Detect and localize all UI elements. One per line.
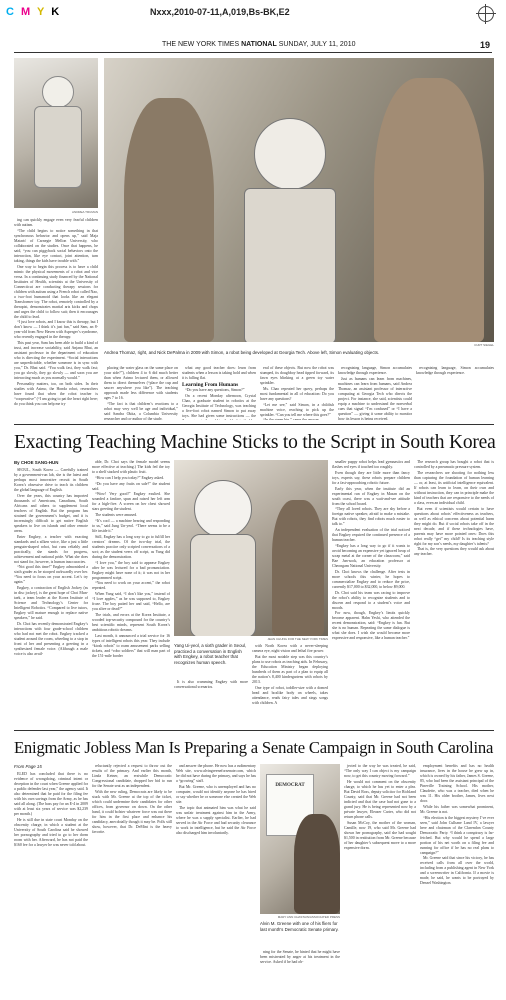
paragraph: It is also cramming Engkey with more conversational scenarios. (174, 680, 248, 689)
flier-title: DEMOCRAT (275, 783, 305, 788)
korea-col-3b (174, 680, 248, 724)
top-story-col-4 (260, 366, 334, 420)
paragraph: “Wow! Very good!” Engkey exulted. She sounded a fanfare, spun and raised her left arm for a high-five. A screen on her chest showed stars greeting the student. (92, 492, 170, 512)
paragraph: and answer the phone. He now has a rudimentary Web site, www.alvingreeneforsenate.com, which he did not have during the primary, and says he has a “growing” staff. (176, 764, 256, 783)
photo-caption-korea: Yang Ui-yeol, a sixth grader in Seoul, practiced a conversation in English with Engkey, a robot teacher that recognizes human speech. (174, 643, 247, 665)
paragraph: With the new ruling, Democrats are likely to be stuck with Mr. Greene at the top of the ticket, which could undermine their candidates for other offices, from governor on down. On the other hand, it could bolster whatever force was out there for him in the first place and enhance his candidacy, anecdotally though it may be. Polls still show, however, that Dr. DeMint is the heavy favorite. (92, 789, 172, 834)
subhead-learning-from-humans: Learning From Humans (182, 381, 239, 388)
paragraph: For now, though, Engkey’s limits quickly become apparent. Hahn Yeshi, who attended the recent demonstration, said: “Engkey is fun. But she is no human. Repeating the same dialogue is what she does. I wish she would become more expressive and responsive, like a human teacher.” (332, 611, 410, 641)
registration-mark-icon (478, 6, 494, 22)
paragraph: While his father was somewhat prominent, Mr. Greene is not. (420, 804, 494, 814)
paragraph: Last month, it announced a trial service for 16 types of intelligent robots this year. They include “kiosk robots” to roam amusement parks selling tickets, and “robo soldiers” that will man part of the 151-mile border (92, 633, 170, 658)
paragraph: reluctantly rejected a request to throw out the results of the primary. And earlier this month, Linda Ketner, an erstwhile Democratic Congressional candidate, dropped her bid to run for the Senate seat as an independent. (92, 764, 172, 788)
paragraph: “Engkey has a long way to go if it wants to avoid becoming an expensive yet ignored heap of scrap metal at the corner of the classroom,” said Bae Jun-sook, an education professor at Cheongam National University. (332, 543, 410, 568)
paragraph: When Yang said, “I don’t like you,” instead of “I love apples,” as he was supposed to, Engkey froze. The boy patted her and said, “Hello, are you alive or dead?” (92, 592, 170, 612)
paragraph: “The child begins to notice something in that synchronous behavior and opens up,” said Maja Matarić of Carnegie Mellon University, who collaborated on the studies. Once that happens, he said, “you can piggyback social behaviors onto the interaction, like eye contact, joint attention, turn taking, things the kids have trouble with.” (14, 228, 98, 263)
korea-col-2 (92, 460, 170, 724)
paragraph: recognizing language, Simon accumulates knowledge through experience. (416, 366, 494, 375)
photo-alvin-greene (260, 764, 340, 914)
running-head-line (162, 41, 356, 48)
person-figure-right (374, 78, 484, 342)
paragraph: He is still due in state court Monday on the obscenity charge, in which a student at the University of South Carolina said he showed her pornography and tried to go to her dorm room with her. Afterward, he has not paid the $160 fee for a lawyer he was never told about. (14, 817, 88, 847)
running-head (14, 40, 492, 53)
person-figure (294, 814, 340, 914)
paragraph: placing the water glass on the same place on your side?”), children 4 to 6 did much better than when Asimo lectured them, or allowed them to direct themselves (“place the cup and saucer anywhere you like”). The teaching approach made less difference with students ages 7 to 16. (104, 366, 178, 400)
paragraph: employment benefits and has no health insurance, lives in the house he grew up in, which is owned by his father, James S. Greene, 85, who had been the assistant principal of the Pineville Training School. His mother, Claudette, who was a teacher, died when he was 11. His older brother, James, lives next door. (420, 764, 494, 803)
photo-credit-greene: MARY ANN CHASTAIN/ASSOCIATED PRESS (277, 915, 340, 919)
paragraph: Dr. Choi said his team was racing to improve the robot’s ability to recognize students and to discern and respond to a student’s voice and moods. (332, 590, 410, 610)
headline-korea: Exacting Teaching Machine Sticks to the Script in South Korea (14, 432, 496, 453)
paragraph: jected to the way he was treated, he said, “The only way I can object is my campaign now, to get this country moving forward.” (344, 764, 416, 778)
paragraph: Early this year, when the institute did an experimental run of Engkey in Masan on the south coast, there was a wait-and-see attitude from the school board. (332, 486, 410, 506)
photo-thomaz-depalma-simon (104, 58, 494, 342)
paragraph: “Do you have any questions, Simon?” (185, 387, 245, 392)
print-bar (0, 0, 506, 26)
robot-body-shape (34, 106, 82, 188)
section-name: NATIONAL (241, 41, 277, 48)
masthead-name: THE NEW YORK TIMES (162, 41, 240, 48)
paragraph: “They all loved robots. They are shy before a foreign native speaker, afraid to make a mistake. But with robots, they find robots much easier to talk to.” (332, 507, 410, 527)
photo-engkey-robot (174, 460, 328, 636)
korea-col-3 (252, 644, 328, 724)
paragraph: “How can I help you today?” Engkey asked. (95, 475, 165, 480)
paragraph: “I love you,” the boy said to appease Engkey after he was lectured for a bad pronunciation. Engkey might have none of it; it was not in her programmed script. (92, 560, 170, 580)
paragraph: That is, the very questions they would ask about any teacher. (414, 547, 494, 557)
paragraph: Dr. Choi has recently demonstrated Engkey’s interactions with four grade-school children who had not met the robot. Engkey tracked a student around the room, wheeling to a stop in front of her and presenting a greeting in a synthesized female voice. (Although a male voice is also avail- (14, 621, 88, 656)
paragraph: Ms. Chao repeated her query, perhaps the most fundamental in all of education: Do you have any questions? (260, 386, 334, 401)
paragraph: “I just love robots, and I know this is therapy, but I don’t know — I think it’s just fun,” said Sam, an 8-year-old from New Haven with Asperger’s syndrome, who recently engaged in the therapy. (14, 320, 98, 340)
paragraph: eral of these objects. But now the robot was stumped, its doughboy head tipped forward, its fawn eyes blinking at a green toy water sprinkler. (260, 366, 334, 385)
sc-col-2 (92, 764, 172, 992)
cmyk-m: M (21, 6, 33, 18)
top-story-col-5 (338, 366, 412, 420)
top-story-col-6 (416, 366, 494, 420)
paragraph: Enter Engkey, a teacher with exacting standards and a silken voice, like a just a little penguin-shaped robot, but runs reliably and practically, she stands for progress, achievement and national pride. What she does not stand for, however, is human inaccuracies. (14, 534, 88, 564)
paragraph: Mr. Greene said that since his victory, he has received calls from all over the world, including from a publishing agent in New York and a screenwriter in California. If a movie is made, he said, he wants to be portrayed by Denzel Washington. (420, 856, 494, 886)
student-figure (272, 500, 324, 636)
cmyk-mark (6, 6, 61, 18)
paragraph: “Not good this time!” Engkey admonished a sixth grader as he stooped awkwardly over her. “You need to focus on your accent. Let’s try again.” (14, 565, 88, 585)
paragraph: “You need to work on your accent,” the robot repeated. (92, 581, 170, 591)
paragraph: But the most notable step was this country’s plans to use robots as teaching aids. In February, the Education Ministry began deploying hundreds of them as part of a plan to equip all the nation’s 8,400 kindergartens with robots by 2013. (252, 654, 328, 684)
paragraph: smaller puppy robot helps lead gymnastics and flashes red eyes if touched too roughly. (332, 460, 410, 469)
paragraph: Over the years, this country has imported thousands of Americans, Canadians, South Africans and others to supplement local teachers of English. But the program has strained the government’s budget, and it is increasingly difficult to get native English speakers to live on islands and other remote areas. (14, 493, 88, 533)
paragraph: An independent evaluation of the trial noticed that Engkey required the continued presence of a human teacher. (332, 528, 410, 543)
photo-credit-main: CURT SIEGEL (474, 343, 494, 347)
paragraph: Susan McCoy, the mother of the woman, Camille, now 19, who said Mr. Greene had shown her pornography, said she had sought $1,500 in restitution from Mr. Greene because of her daughter’s subsequent move to a more expensive dorm. (344, 820, 416, 850)
paragraph: One type of robot, toddler-size with a domed head and boxlike body on wheels, takes attendance, reads fairy tales and sings songs with children. A (252, 685, 328, 705)
photo-credit-korea: JEAN CHUNG FOR THE NEW YORK TIMES (267, 637, 328, 641)
paragraph: “It’s cool — a machine hearing and responding to us,” said Jung Un-yeol. “There seems to be a life inside it.” (92, 518, 170, 533)
photo-credit-small: ANDREA TRUMAN (72, 210, 98, 214)
from-page-note: From Page 15 (14, 764, 42, 769)
paragraph: Engkey, a contraction of English Jockey (as in disc jockey), is the great hope of Choi Mun-taek, a team leader at the Korea Institute of Science and Technology’s Center for Intelligent Robotics. “Compared to live tutors, Engkey will mature enough to replace native speakers,” he said. (14, 586, 88, 621)
robot-head-shape (42, 76, 74, 108)
section-rule (14, 424, 494, 425)
paragraph: This past year, Sam has been able to build a kind of trust, and increase sociability, said Anjana Bhat, an assistant professor in the department of education who is directing the experiment. “Social interactions are unpredictable, whether someone is in sync with you,” Dr. Bhat said. “You walk fast, they walk fast; you go slowly, they go slowly — and soon you are interacting much as you normally would.” (14, 341, 98, 381)
person-figure-left (124, 98, 214, 342)
paragraph: The topic that animated him was what he said was unfair treatment against him in the Army, where he was a supply specialist. Earlier, he had served in the Air Force and had security clearance to work in intelligence, but he said the Air Force also discharged him involuntarily. (176, 805, 256, 835)
paragraph: “The fact is that children’s reactions to a robot may very well be age and individual,” said Sandra Okita, a Columbia University researcher and co-author of the study. (104, 401, 178, 420)
issue-date: SUNDAY, JULY 11, 2010 (278, 41, 356, 48)
headline-south-carolina: Enigmatic Jobless Man Is Preparing a Senate Campaign in South Carolina (14, 738, 494, 757)
paragraph (260, 418, 334, 420)
robot-body-shape (190, 534, 256, 636)
korea-col-5 (414, 460, 494, 724)
section-rule (14, 730, 494, 731)
sc-col-5 (344, 764, 416, 992)
top-story-col-1 (14, 218, 98, 420)
cmyk-y: Y (37, 6, 47, 18)
byline-korea: By CHOE SANG-HUN (14, 460, 59, 465)
paragraph: The researchers are shooting for nothing less than capturing the foundation of human learning — or, at least, its artificial intelligence equivalent. If robots can learn to learn, on their own and without instruction, they can in principle make the kind of teachers that are responsive to the needs of a class, even an individual child. (414, 470, 494, 505)
paragraph: SEOUL, South Korea — Carefully trained by a government-run lab, she is the latest and perhaps most innovative recruit in South Korea’s obsessive drive to teach its children the global language of English. (14, 468, 88, 492)
paragraph: with North Korea with a never-sleeping camera eye, night vision and lethal fire power. (252, 644, 328, 653)
robot-head-shape (254, 118, 326, 190)
photo-caption-greene: Alvin M. Greene with one of his fliers for last month’s Democratic Senate primary. (260, 921, 339, 932)
top-story-col-2 (104, 366, 178, 420)
sc-col-6 (420, 764, 494, 992)
paragraph: “His election is the biggest mystery I’ve ever seen,” said John Culhane Land IV, a lawyer here and chairman of the Clarendon County Democratic Party. “I think a conspiracy is far-fetched. But why would he spend a large portion of his net worth on a filing fee and running for office if he has no real plans to campaign?” (420, 815, 494, 855)
paragraph: recognizing language, Simon accumulates knowledge through experience. (338, 366, 412, 375)
page-number: 19 (479, 40, 490, 50)
paragraph: ning for the Senate, he hinted that he might have been mistreated by anger at his treatment in the service. Asked if he had ob- (260, 950, 340, 964)
paragraph: Still, Engkey has a long way to go to fulfill her creators’ dreams. Of the two-day trial, the students practice only scripted conversations of a sort; as the student veers off script, as Yang did during the demonstration. (92, 534, 170, 559)
paragraph: Dr. Choi knows the challenge. After tests in more schools this winter, he hopes to commercialize Engkey and to reduce the price, currently $17,000 to $32,000, to below $9,000. (332, 569, 410, 589)
print-slug: Nxxx,2010-07-11,A,019,Bs-BK,E2 (150, 7, 290, 17)
paragraph: Just as humans can learn from machines, machines can learn from humans, said Andrea Thomaz, an assistant professor of interactive computing at Georgia Tech who directs the project. For instance, she said, scientists could equip a machine to understand the nonverbal cues that signal “I’m confused” or “I have a question” — giving it some ability to monitor how its lesson is being received. (338, 376, 412, 420)
paragraph: what any good teacher does: learn from students when a lesson is taking hold and when it is falling flat. (182, 366, 256, 380)
paragraph: One way to begin this process is to have a child mimic the physical movements of a robot and vice versa. In a continuing study financed by the National Institutes of Health, scientists at the University of Connecticut are conducting therapy sessions for children with autism using a French robot called Nao, a two-foot humanoid that looks like an elegant Transformer toy. The robot, remotely controlled by a therapist, demonstrates martial arts kicks and chops and urges the child to follow suit; then it encourages the child to lead. (14, 264, 98, 319)
paragraph: On a recent Monday afternoon, Crystal Chao, a graduate student in robotics at the Georgia Institute of Technology, was teaching a five-foot robot named Simon to put away toys. She had given some instructions — the (182, 393, 256, 418)
paragraph: Personality matters, too, on both sides. In their studies with Asimo, the Honda robot, researchers have found that when the robot teacher is “cooperative” (“I am going to pat the heart right here; do you think you can help me try (14, 381, 98, 406)
sc-col-1 (14, 772, 88, 992)
korea-col-4 (332, 460, 410, 724)
paragraph: “Do you have any fruits on sale?” the student said. (92, 481, 170, 491)
top-story-col-3 (182, 366, 256, 420)
sc-col-3 (176, 764, 256, 992)
robot-body-shape (244, 188, 336, 342)
robot-head-shape (194, 480, 252, 538)
paragraph: ing can quickly engage even very fearful children with autism. (14, 218, 98, 227)
photo-caption-main: Andrea Thomaz, right, and Nick DePalma in 2009 with Simon, a robot being developed at Georgia Tech. Above left, Simon evaluating objects. (104, 350, 380, 355)
korea-col-1 (14, 468, 88, 724)
paragraph: The research group has bought a robot that is controlled by a pneumatic pressure system. (414, 460, 494, 469)
paragraph: able, Dr. Choi says the female model seems more effective at teaching.) The kids fed the toy to a shelf stacked with plastic fruit. (92, 460, 170, 474)
cmyk-c: C (6, 6, 16, 18)
paragraph: The students were amused. (95, 513, 138, 518)
paragraph: The trials, and errors at the Korea Institute, a wooded top-security compound for the country’s best scientific minds, represent South Korea’s ambitious robotic dreams. (92, 612, 170, 632)
cmyk-k: K (51, 6, 62, 18)
paragraph: ELED has concluded that there is no evidence of wrongdoing, criminal intent or deception in the court when Greene applied for a public defender last year,” the agency said. It also determined that he paid for the filing fee with his own savings from the Army, as he has said all along. (The bass pay for an E-4 in 2009 with at least six years of service was $2,239 per month.) (14, 772, 88, 816)
photo-simon-evaluating (14, 58, 98, 208)
paragraph: “Let me see,” said Simon, in a childish machine voice, reaching to pick up the sprinkler. “Can you tell me where this goes?” (260, 402, 334, 417)
paragraph: But even if scientists would certain to have questions about robots’ effectiveness as teachers, as well as ethical concerns about potential harm they might do. But if social robots take off in the next decade, and if these technologies have, parents may have more pointed ones: Does this robot really “get” my child? Is its teaching style right for my son’s needs, my daughter’s talents? (414, 506, 494, 546)
paragraph: He would not comment on the obscenity charge, to which he has yet to enter a plea. But David Ross, deputy solicitor for Richland County, said that Mr. Greene had not been indicted and that the case had not gone to a grand jury. He is being represented now by a private lawyer, Eleazer Carter, who did not return phone calls. (344, 779, 416, 819)
paragraph: But Mr. Greene, who is unemployed and has no computer, would not identify anyone he has hired or say whether he or someone else created the Web site. (176, 784, 256, 804)
paragraph: Even though they are little more than fancy toys, experts say, these robots prepare children for a fast-approaching robotic future. (332, 470, 410, 485)
sc-col-4 (260, 950, 340, 992)
